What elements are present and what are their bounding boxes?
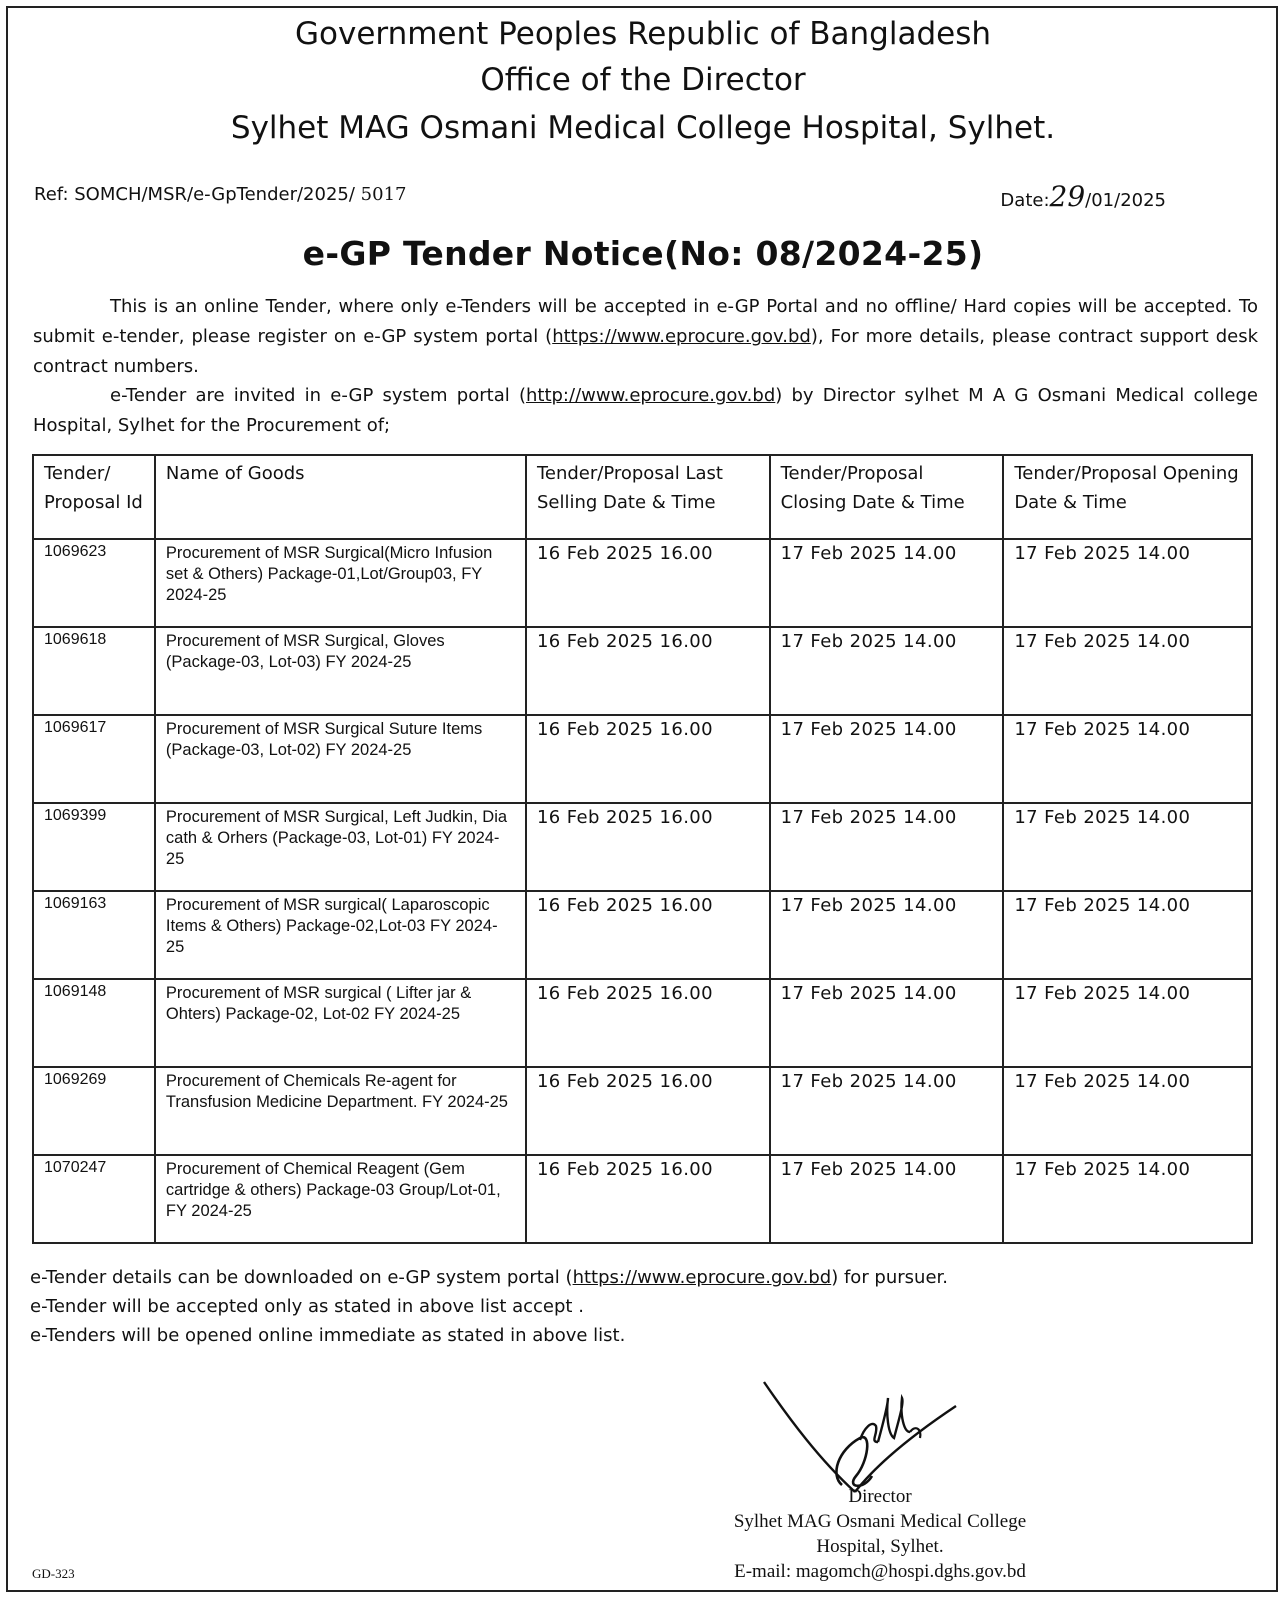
reference-prefix: Ref: SOMCH/MSR/e-GpTender/2025/: [34, 184, 355, 205]
note-opened: e-Tenders will be opened online immediate as stated in above list.: [30, 1325, 626, 1346]
signatory-email: E-mail: magomch@hospi.dghs.gov.bd: [734, 1561, 1026, 1582]
tender-id: 1069617: [33, 715, 155, 803]
signature-scribble: [760, 1380, 980, 1500]
date-rest: /01/2025: [1085, 190, 1166, 211]
date-label: Date:: [1000, 190, 1050, 211]
selling-date: 16 Feb 2025 16.00: [526, 891, 770, 979]
goods-name: Procurement of MSR Surgical(Micro Infusion set & Others) Package-01,Lot/Group03, FY 2024-25: [155, 539, 526, 627]
goods-name: Procurement of MSR Surgical, Left Judkin, Dia cath & Orhers (Package-03, Lot-01) FY 2024-25: [155, 803, 526, 891]
tender-id: 1070247: [33, 1155, 155, 1243]
table-row: [33, 803, 1252, 891]
eprocure-link-2[interactable]: http://www.eprocure.gov.bd: [525, 385, 776, 406]
note-accepted: e-Tender will be accepted only as stated in above list accept .: [30, 1296, 584, 1317]
opening-date: 17 Feb 2025 14.00: [1003, 803, 1252, 891]
tender-id: 1069148: [33, 979, 155, 1067]
tender-id: 1069269: [33, 1067, 155, 1155]
header-government: Government Peoples Republic of Bangladesh: [294, 16, 991, 52]
header-hospital: Sylhet MAG Osmani Medical College Hospital, Sylhet.: [230, 110, 1056, 146]
col-header-id: Tender/ Proposal Id: [33, 455, 155, 539]
tender-id: 1069163: [33, 891, 155, 979]
selling-date: 16 Feb 2025 16.00: [526, 979, 770, 1067]
tender-id: 1069618: [33, 627, 155, 715]
goods-name: Procurement of Chemical Reagent (Gem cartridge & others) Package-03 Group/Lot-01, FY 2024-25: [155, 1155, 526, 1243]
col-header-selling: Tender/Proposal Last Selling Date & Time: [526, 455, 770, 539]
selling-date: 16 Feb 2025 16.00: [526, 803, 770, 891]
closing-date: 17 Feb 2025 14.00: [770, 891, 1004, 979]
closing-date: 17 Feb 2025 14.00: [770, 539, 1004, 627]
signatory-title: Director: [848, 1486, 912, 1507]
closing-date: 17 Feb 2025 14.00: [770, 979, 1004, 1067]
opening-date: 17 Feb 2025 14.00: [1003, 979, 1252, 1067]
selling-date: 16 Feb 2025 16.00: [526, 1067, 770, 1155]
table-row: [33, 979, 1252, 1067]
notes-block: [30, 1263, 948, 1350]
selling-date: 16 Feb 2025 16.00: [526, 627, 770, 715]
tender-id: 1069623: [33, 539, 155, 627]
note-download: e-Tender details can be downloaded on e-GP system portal (https://www.eprocure.gov.bd) for pursuer.: [30, 1267, 948, 1288]
closing-date: 17 Feb 2025 14.00: [770, 627, 1004, 715]
closing-date: 17 Feb 2025 14.00: [770, 715, 1004, 803]
opening-date: 17 Feb 2025 14.00: [1003, 539, 1252, 627]
table-header-row: [33, 455, 1252, 539]
table-row: [33, 627, 1252, 715]
selling-date: 16 Feb 2025 16.00: [526, 1155, 770, 1243]
eprocure-link-3[interactable]: https://www.eprocure.gov.bd: [572, 1267, 832, 1288]
table-row: [33, 891, 1252, 979]
closing-date: 17 Feb 2025 14.00: [770, 803, 1004, 891]
goods-name: Procurement of MSR surgical( Laparoscopic Items & Others) Package-02,Lot-03 FY 2024-25: [155, 891, 526, 979]
opening-date: 17 Feb 2025 14.00: [1003, 627, 1252, 715]
intro-paragraph-1: This is an online Tender, where only e-Tenders will be accepted in e-GP Portal and no offline/ Hard copies will be accepted. To submit e-tender, please register on e-GP system portal (https://www.eprocure.gov.bd), For more details, please contract support desk contract numbers.: [33, 296, 1259, 377]
table-row: [33, 715, 1252, 803]
opening-date: 17 Feb 2025 14.00: [1003, 715, 1252, 803]
col-header-closing: Tender/Proposal Closing Date & Time: [770, 455, 1004, 539]
date-line: [1000, 180, 1166, 213]
selling-date: 16 Feb 2025 16.00: [526, 715, 770, 803]
table-row: [33, 539, 1252, 627]
intro-paragraph-2: e-Tender are invited in e-GP system portal (http://www.eprocure.gov.bd) by Director sylhet M A G Osmani Medical college Hospital, Sylhet for the Procurement of;: [33, 385, 1258, 436]
opening-date: 17 Feb 2025 14.00: [1003, 1067, 1252, 1155]
signature-block: [690, 1484, 1070, 1584]
selling-date: 16 Feb 2025 16.00: [526, 539, 770, 627]
reference-line: [34, 184, 406, 205]
opening-date: 17 Feb 2025 14.00: [1003, 1155, 1252, 1243]
goods-name: Procurement of MSR Surgical Suture Items (Package-03, Lot-02) FY 2024-25: [155, 715, 526, 803]
opening-date: 17 Feb 2025 14.00: [1003, 891, 1252, 979]
col-header-opening: Tender/Proposal Opening Date & Time: [1003, 455, 1252, 539]
table-row: [33, 1067, 1252, 1155]
reference-number: 5017: [360, 184, 407, 205]
tender-id: 1069399: [33, 803, 155, 891]
eprocure-link-1[interactable]: https://www.eprocure.gov.bd: [552, 326, 811, 347]
signatory-org-line1: Sylhet MAG Osmani Medical College: [733, 1511, 1027, 1532]
closing-date: 17 Feb 2025 14.00: [770, 1155, 1004, 1243]
table-row: [33, 1155, 1252, 1243]
date-day-handwritten: 29: [1049, 180, 1086, 213]
signatory-org-line2: Hospital, Sylhet.: [816, 1536, 944, 1557]
col-header-goods: Name of Goods: [155, 455, 526, 539]
tender-table: [32, 454, 1253, 1244]
header-office: Office of the Director: [480, 62, 806, 98]
goods-name: Procurement of Chemicals Re-agent for Transfusion Medicine Department. FY 2024-25: [155, 1067, 526, 1155]
closing-date: 17 Feb 2025 14.00: [770, 1067, 1004, 1155]
goods-name: Procurement of MSR surgical ( Lifter jar & Ohters) Package-02, Lot-02 FY 2024-25: [155, 979, 526, 1067]
goods-name: Procurement of MSR Surgical, Gloves (Package-03, Lot-03) FY 2024-25: [155, 627, 526, 715]
notice-title: e-GP Tender Notice(No: 08/2024-25): [302, 234, 984, 273]
form-code: GD-323: [32, 1566, 75, 1581]
